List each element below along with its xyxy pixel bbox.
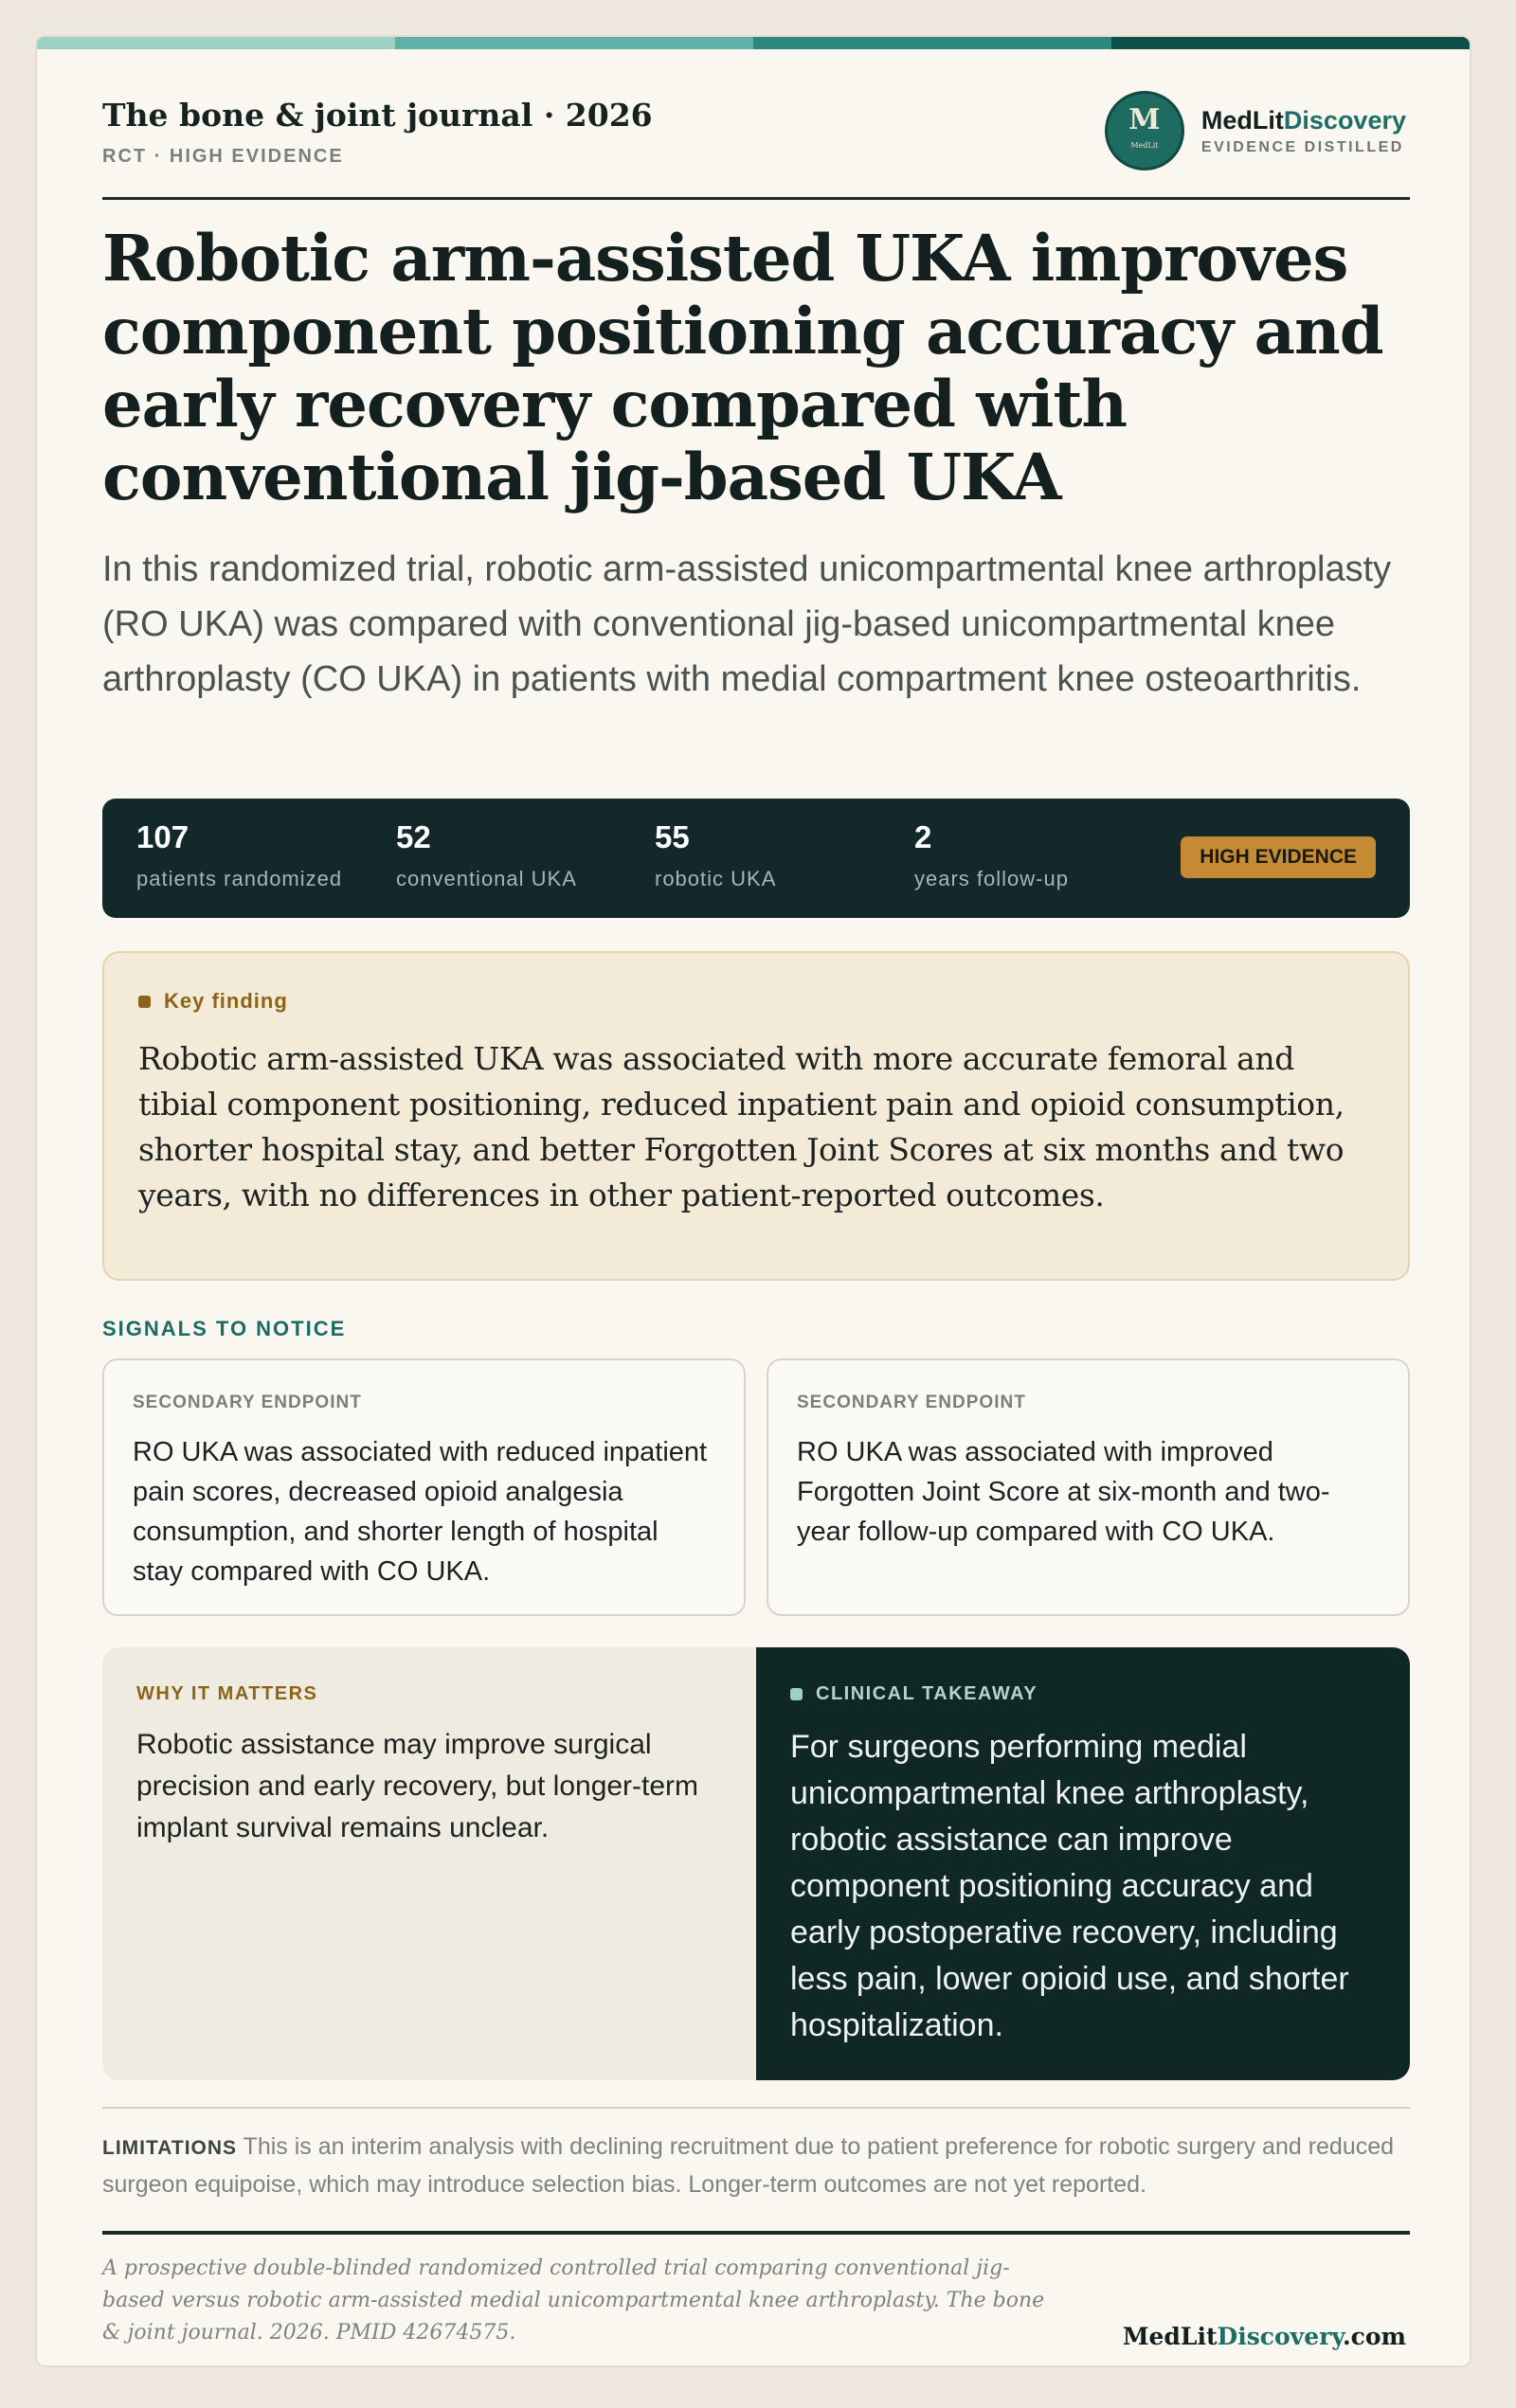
signal-label: SECONDARY ENDPOINT [133, 1393, 362, 1412]
headline: Robotic arm-assisted UKA improves component positioning accuracy and early recovery compared with conventional jig-based UKA [102, 221, 1383, 514]
stat-patients [136, 819, 342, 891]
limitations-label: LIMITATIONS [102, 2137, 238, 2159]
stats-bar [102, 799, 1410, 918]
stat-label: years follow-up [914, 867, 1069, 890]
signals-heading: SIGNALS TO NOTICE [102, 1317, 347, 1340]
stat-label: conventional UKA [396, 867, 577, 890]
stat-robotic [655, 819, 776, 891]
top-bar-segment-3 [753, 37, 1111, 49]
square-bullet-icon [138, 996, 151, 1008]
stat-number: 2 [914, 819, 932, 854]
clinical-takeaway-text: For surgeons performing medial unicompartmental knee arthroplasty, robotic assistance can improve component positioning accuracy and early postoperative recovery, including less pain, lower opioid use, and shorter hospitalization. [790, 1729, 1349, 2043]
limitations-divider [102, 2107, 1410, 2109]
stat-label: patients randomized [136, 867, 343, 890]
signal-label: SECONDARY ENDPOINT [797, 1393, 1026, 1412]
brand-text [1201, 106, 1406, 156]
key-finding-box [102, 951, 1410, 1281]
study-type-label: RCT · HIGH EVIDENCE [102, 146, 344, 167]
why-it-matters-text: Robotic assistance may improve surgical precision and early recovery, but longer-term implant survival remains unclear. [136, 1729, 699, 1843]
brand-logo[interactable] [1105, 91, 1406, 171]
limitations-text: This is an interim analysis with declining recruitment due to patient preference for robotic surgery and reduced surgeon equipoise, which may introduce selection bias. Longer-term outcomes are not yet reported. [102, 2133, 1395, 2198]
site-link[interactable]: MedLitDiscovery.com [1122, 2323, 1406, 2350]
top-bar-segment-1 [37, 37, 395, 49]
clinical-takeaway-label: CLINICAL TAKEAWAY [790, 1683, 1376, 1705]
square-bullet-icon [790, 1688, 803, 1700]
stat-number: 55 [655, 819, 690, 854]
stat-number: 107 [136, 819, 190, 854]
top-bar-segment-4 [1111, 37, 1470, 49]
summary-lede: In this randomized trial, robotic arm-assisted unicompartmental knee arthroplasty (RO UKA) was compared with conventional jig-based unicompartmental knee arthroplasty (CO UKA) in patients with medial compartment knee osteoarthritis. [102, 549, 1392, 699]
footer-divider [102, 2231, 1410, 2235]
stat-number: 52 [396, 819, 431, 854]
key-finding-text: Robotic arm-assisted UKA was associated with more accurate femoral and tibial component positioning, reduced inpatient pain and opioid consumption, shorter hospital stay, and better Forgotten Joint Scores at six months and two years, with no differences in other patient-reported outcomes. [138, 1040, 1345, 1213]
why-it-matters-label: WHY IT MATTERS [136, 1683, 318, 1704]
brand-tagline: EVIDENCE DISTILLED [1200, 138, 1404, 155]
brand-name: MedLitDiscovery [1200, 105, 1406, 135]
top-color-bar [37, 37, 1470, 49]
stat-conventional [396, 819, 577, 891]
signal-card-1 [102, 1358, 746, 1616]
signal-card-2 [767, 1358, 1410, 1616]
stat-label: robotic UKA [655, 867, 777, 890]
signal-text: RO UKA was associated with improved Forgotten Joint Score at six-month and two-year follow-up compared with CO UKA. [797, 1437, 1330, 1547]
signal-text: RO UKA was associated with reduced inpatient pain scores, decreased opioid analgesia consumption, and shorter length of hospital stay compared with CO UKA. [133, 1437, 708, 1587]
journal-name: The bone & joint journal · 2026 [102, 97, 653, 134]
header-divider [102, 197, 1410, 200]
top-bar-segment-2 [395, 37, 753, 49]
clinical-takeaway-box [756, 1647, 1410, 2080]
stat-follow-up [914, 819, 1069, 891]
limitations [102, 2129, 1410, 2202]
takeaway-panel [102, 1647, 1410, 2080]
evidence-badge: HIGH EVIDENCE [1181, 836, 1376, 878]
citation: A prospective double-blinded randomized controlled trial comparing conventional jig-based versus robotic arm-assisted medial unicompartmental knee arthroplasty. The bone & joint journal. 2026. PMID 42674575. [102, 2256, 1045, 2345]
key-finding-label: Key finding [138, 989, 1374, 1014]
brand-seal-icon: M MedLit [1105, 91, 1184, 171]
summary-card [35, 35, 1471, 2367]
why-it-matters-box [102, 1647, 756, 2080]
